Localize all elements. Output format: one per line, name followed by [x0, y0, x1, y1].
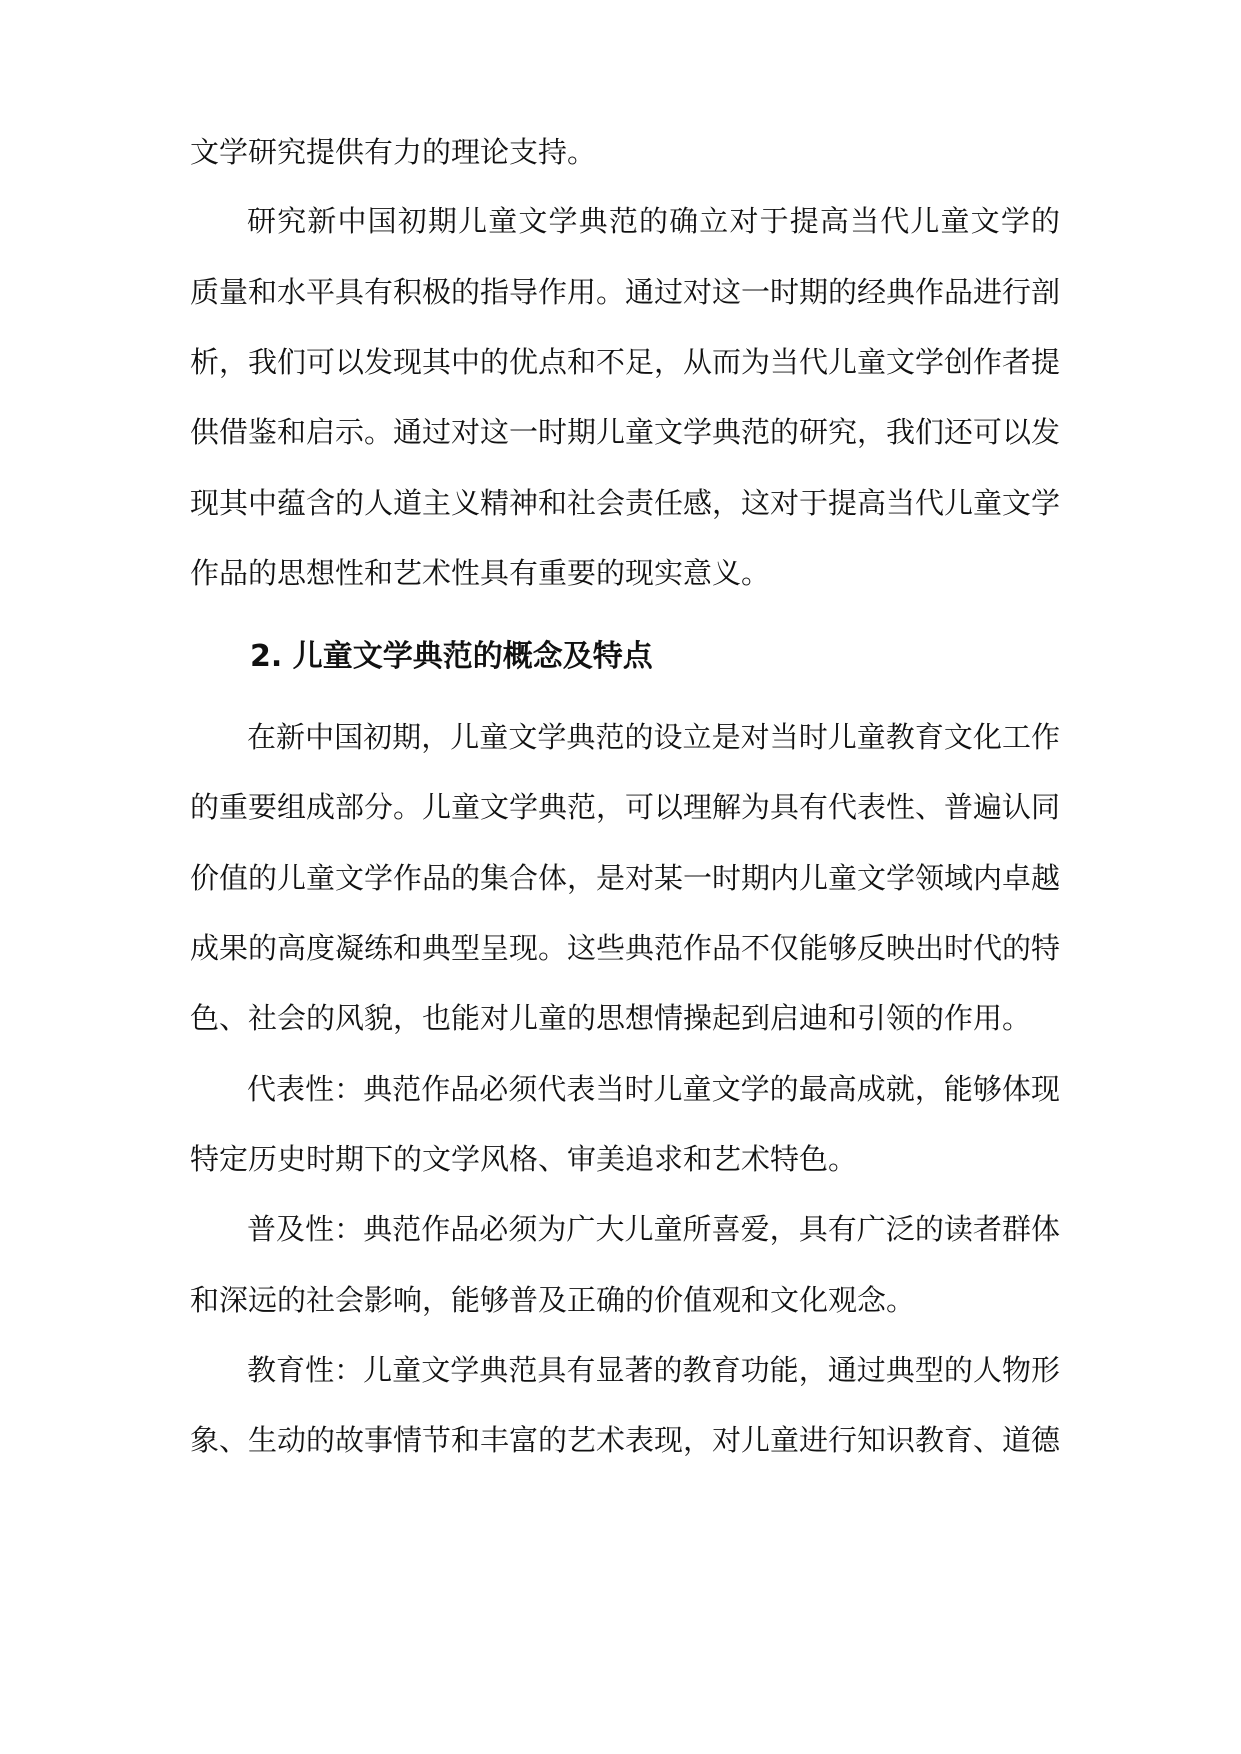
- section-heading: 2. 儿童文学典范的概念及特点: [250, 639, 653, 674]
- paragraph-line: 教育性：儿童文学典范具有显著的教育功能，通过典型的人物形: [247, 1353, 1060, 1387]
- paragraph-line: 色、社会的风貌，也能对儿童的思想情操起到启迪和引领的作用。: [190, 1001, 1032, 1035]
- paragraph-line: 特定历史时期下的文学风格、审美追求和艺术特色。: [190, 1142, 858, 1176]
- paragraph-line: 文学研究提供有力的理论支持。: [190, 135, 597, 169]
- paragraph-line: 在新中国初期，儿童文学典范的设立是对当时儿童教育文化工作: [247, 720, 1060, 754]
- paragraph-line: 析，我们可以发现其中的优点和不足，从而为当代儿童文学创作者提: [190, 345, 1061, 379]
- paragraph-line: 研究新中国初期儿童文学典范的确立对于提高当代儿童文学的: [247, 204, 1060, 238]
- paragraph-line: 代表性：典范作品必须代表当时儿童文学的最高成就，能够体现: [247, 1072, 1060, 1106]
- paragraph-line: 普及性：典范作品必须为广大儿童所喜爱，具有广泛的读者群体: [247, 1212, 1060, 1246]
- paragraph-line: 和深远的社会影响，能够普及正确的价值观和文化观念。: [190, 1283, 916, 1317]
- paragraph-line: 的重要组成部分。儿童文学典范，可以理解为具有代表性、普遍认同: [190, 790, 1061, 824]
- paragraph-line: 象、生动的故事情节和丰富的艺术表现，对儿童进行知识教育、道德: [190, 1423, 1061, 1457]
- paragraph-line: 现其中蕴含的人道主义精神和社会责任感，这对于提高当代儿童文学: [190, 486, 1061, 520]
- paragraph-line: 成果的高度凝练和典型呈现。这些典范作品不仅能够反映出时代的特: [190, 931, 1061, 965]
- paragraph-line: 作品的思想性和艺术性具有重要的现实意义。: [190, 556, 771, 590]
- paragraph-line: 质量和水平具有积极的指导作用。通过对这一时期的经典作品进行剖: [190, 275, 1061, 309]
- paragraph-line: 供借鉴和启示。通过对这一时期儿童文学典范的研究，我们还可以发: [190, 415, 1061, 449]
- paragraph-line: 价值的儿童文学作品的集合体，是对某一时期内儿童文学领域内卓越: [190, 861, 1061, 895]
